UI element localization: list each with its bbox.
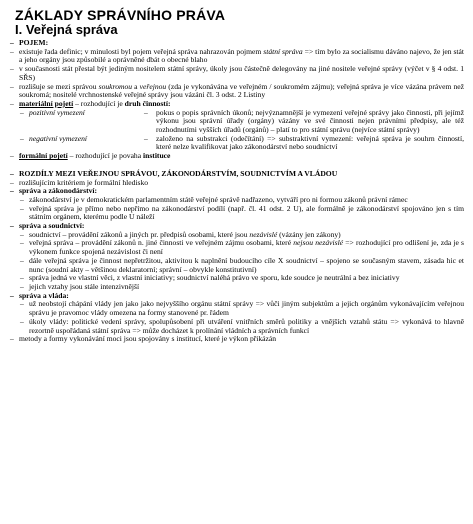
paragraph-formal-concept: – formální pojetí – rozhodující je povaha instituce — [10, 151, 171, 161]
list-item: – dále veřejná správa je činnost nepřetržitou, aktivitou k naplnění budoucího cíle X soudnictví – spojeno se současným stavem, zásada hic et nunc (soudní akty – většinou deklaratorní; správní – obvykle konstitutivní) — [20, 255, 464, 274]
list-item: – veřejná správa – provádění zákonů n. jiné činnosti ve veřejném zájmu osobami, které nejsou nezávislé => rozhodující pro odlišení je, zda je s výkonem funkce spojená nezávislost či není — [20, 238, 465, 257]
paragraph-private-public: – rozlišuje se mezi správou soukromou a veřejnou (zda je vykonávána ve veřejném / soukromém zájmu); veřejná správa je více vázána právem než soukromá; nositelé vrchnostenské veřejné správy jsou vázáni čl. 3 odst. 2 Listiny — [10, 81, 464, 100]
list-item: – zákonodárství je v demokratickém parlamentním státě veřejné správě nadřazeno, vytváří pro ni formou zákonů právní rámec — [20, 194, 408, 204]
section-title-differences: – ROZDÍLY MEZI VEŘEJNOU SPRÁVOU, ZÁKONODÁRSTVÍM, SOUDNICTVÍM A VLÁDOU — [10, 168, 338, 178]
paragraph-definitions: – existuje řada definic; v minulosti byl pojem veřejná správa nahrazován pojmem státní správa => tím bylo za socialismu dáváno najevo, že jen stát a jeho orgány jsou způsobilé a oprávněné dbát o obecné blaho — [10, 46, 465, 65]
list-item: – jejich vztahy jsou stále intenzivnější — [20, 281, 140, 291]
paragraph-material-concept: – materiální pojetí – rozhodující je druh činností: — [10, 98, 171, 108]
definition-positive: – pozitivní vymezení – pokus o popis správních úkonů; nejvýznamnější je vymezení veřejné správy jako činnosti, při jejímž výkonu jsou správní úřady (orgány) vázány ve své činnosti nejen právními předpisy, ale též rozhodnutími vyšších úřadů (orgánů) – platí to pro státní správu (nejvíce státní správy) — [20, 107, 464, 135]
definition-term-positive: pozitivní vymezení — [29, 107, 85, 117]
section-heading: I. Veřejná správa — [15, 22, 118, 37]
definition-term-negative: negativní vymezení — [29, 133, 87, 143]
definition-negative: – negativní vymezení – založeno na substrakci (odečítání) => substraktivní vymezení: veřejná správa je souhrn činností, které nelze kvalifikovat jako zákonodárství nebo soudnictví — [20, 133, 464, 152]
list-item: – už neobstojí chápání vlády jen jako jako nejvyššího orgánu státní správy => vůči jiným subjektům a jejich orgánům vykonávajícím veřejnou správu je pravomoc vlády omezena na formy stanovené pr. řádem — [20, 299, 464, 318]
list-item: – veřejná správa je přímo nebo nepřímo na zákonodárství podílí (např. čl. 41 odst. 2 U), ale formálně je zákonodárství spojováno jen s tím státním orgánem, kterému podle U náleží — [20, 203, 464, 222]
definition-text-negative: založeno na substrakci (odečítání) => substraktivní vymezení: veřejná správa je souhrn činností, které nelze kvalifikovat jako zákonodárství nebo soudnictví — [156, 133, 464, 152]
paragraph-delegation: – v současnosti stát přestal být jediným nositelem státní správy, úkoly jsou částečně delegovány na jiné nositele veřejné správy (výčet v § 4 odst. 1 SŘS) — [10, 64, 464, 82]
paragraph-criterion: – rozlišujícím kritériem je formální hledisko — [10, 177, 149, 187]
section-title-pojem: – POJEM: — [10, 38, 49, 47]
list-item: – soudnictví – provádění zákonů a jiných pr. předpisů osobami, které jsou nezávislé (vázány jen zákony) — [20, 229, 341, 239]
subsection-government: – správa a vláda: — [10, 290, 69, 300]
definition-text-positive: pokus o popis správních úkonů; nejvýznamnější je vymezení veřejné správy jako činnosti, při jejímž výkonu jsou správní úřady (orgány) vázány ve své činnosti nejen právními předpisy, ale též rozhodnutími vyšších úřadů (orgánů) – platí to pro státní správu (nejvíce státní správy) — [156, 107, 464, 135]
list-item: – správa jedná ve vlastní věci, z vlastní iniciativy; soudnictví naléhá právo ve sporu, kde soudce je neutrální a bez iniciativy — [20, 273, 400, 283]
subsection-legislation: – správa a zákonodárství: — [10, 186, 98, 196]
paragraph-methods: – metody a formy vykonávání moci jsou spojovány s institucí, které je výkon přikázán — [10, 334, 277, 344]
document-title: ZÁKLADY SPRÁVNÍHO PRÁVA — [15, 7, 226, 23]
subsection-judiciary: – správa a soudnictví: — [10, 221, 85, 231]
list-item: – úkoly vlády: politické vedení správy, spolupůsobení při utváření vnitřních směrů politiky a vnějších vztahů státu => vykonává to hlavně rezortně uspořádaná státní správa => může docházet k prolínání vládních a správních funkcí — [20, 316, 464, 335]
